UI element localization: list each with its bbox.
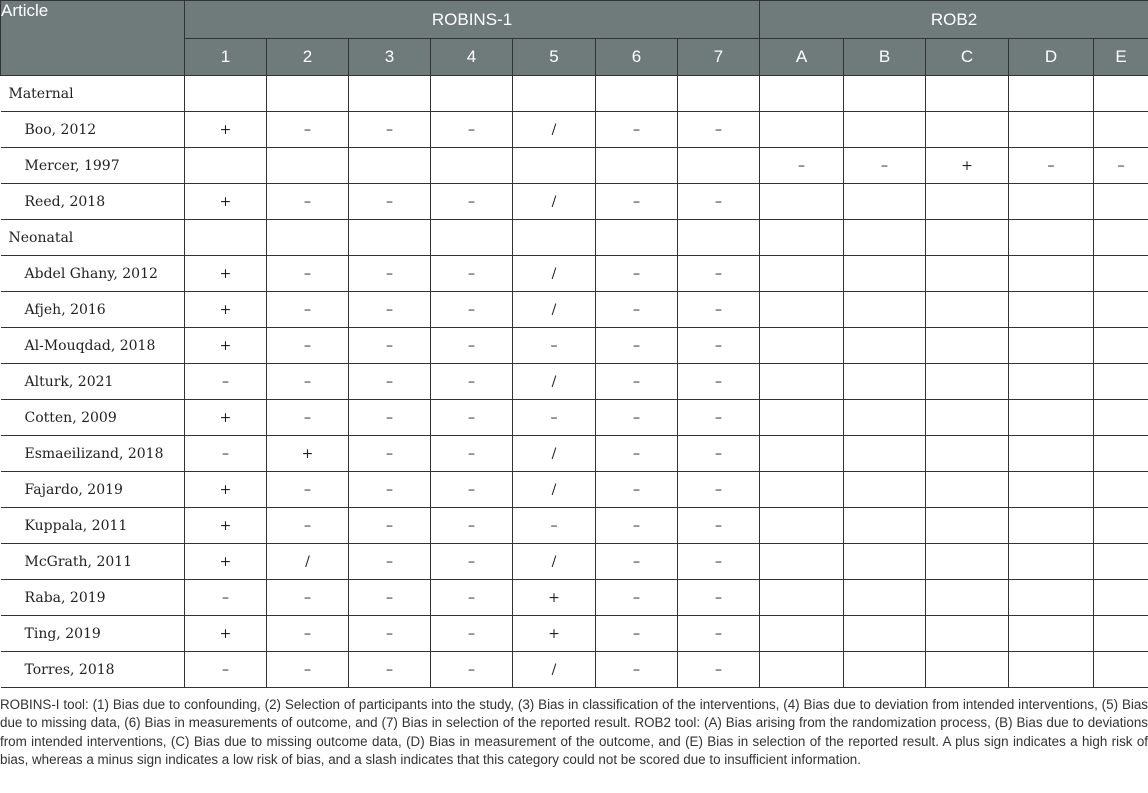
robins-cell: / — [513, 184, 596, 220]
robins-cell: – — [513, 508, 596, 544]
robins-cell: – — [596, 112, 678, 148]
rob2-cell — [926, 544, 1009, 580]
rob2-cell — [1009, 256, 1094, 292]
robins-cell: – — [431, 544, 513, 580]
table-row — [1, 364, 1148, 400]
robins-cell: + — [513, 616, 596, 652]
rob2-cell — [926, 616, 1009, 652]
rob2-cell — [926, 472, 1009, 508]
robins-cell: – — [678, 256, 760, 292]
robins-cell: + — [185, 616, 267, 652]
robins-cell: – — [349, 580, 431, 616]
robins-cell: – — [596, 364, 678, 400]
robins-cell: – — [431, 616, 513, 652]
rob2-cell — [760, 580, 844, 616]
robins-cell — [349, 148, 431, 184]
rob2-cell — [844, 256, 926, 292]
robins-cell: – — [678, 436, 760, 472]
robins-cell: – — [185, 652, 267, 688]
robins-cell: + — [185, 256, 267, 292]
rob2-cell — [1009, 616, 1094, 652]
rob2-cell: – — [844, 148, 926, 184]
rob2-cell — [926, 256, 1009, 292]
rob2-cell — [760, 508, 844, 544]
rob2-cell — [926, 112, 1009, 148]
robins-cell: – — [678, 580, 760, 616]
robins-cell: – — [185, 436, 267, 472]
rob2-cell — [1094, 400, 1148, 436]
robins-cell: – — [267, 508, 349, 544]
robins-cell: / — [513, 544, 596, 580]
robins-col-header: 2 — [267, 39, 349, 76]
rob2-cell — [1009, 220, 1094, 256]
rob2-cell — [760, 112, 844, 148]
robins-cell: / — [267, 544, 349, 580]
robins-cell: / — [513, 436, 596, 472]
table-row — [1, 148, 1148, 184]
rob2-cell — [1094, 220, 1148, 256]
rob2-cell — [1094, 472, 1148, 508]
article-label: McGrath, 2011 — [1, 544, 185, 580]
robins-cell: + — [185, 112, 267, 148]
article-label: Torres, 2018 — [1, 652, 185, 688]
robins-cell: – — [185, 364, 267, 400]
rob2-cell: – — [760, 148, 844, 184]
table-row — [1, 184, 1148, 220]
robins-cell: – — [267, 184, 349, 220]
rob2-cell — [926, 220, 1009, 256]
rob2-cell — [1009, 472, 1094, 508]
robins-cell: – — [431, 400, 513, 436]
article-column-header: Article — [1, 1, 185, 76]
rob2-cell — [760, 472, 844, 508]
rob2-cell — [1094, 292, 1148, 328]
rob2-cell — [844, 328, 926, 364]
rob2-col-header: A — [760, 39, 844, 76]
table-row — [1, 256, 1148, 292]
robins-cell: – — [513, 328, 596, 364]
rob2-cell — [926, 436, 1009, 472]
article-label: Esmaeilizand, 2018 — [1, 436, 185, 472]
robins-cell: – — [678, 544, 760, 580]
robins-cell — [596, 148, 678, 184]
robins-cell: – — [267, 112, 349, 148]
rob2-cell — [844, 112, 926, 148]
robins-cell: + — [267, 436, 349, 472]
robins-cell: + — [185, 508, 267, 544]
robins-cell: – — [349, 256, 431, 292]
table-row — [1, 112, 1148, 148]
rob2-cell — [1094, 364, 1148, 400]
robins-cell: + — [185, 400, 267, 436]
rob2-cell — [844, 580, 926, 616]
section-label: Neonatal — [1, 220, 185, 256]
rob2-cell — [760, 220, 844, 256]
table-body — [1, 76, 1148, 688]
rob2-cell — [844, 184, 926, 220]
robins-cell: / — [513, 292, 596, 328]
rob2-cell: – — [1009, 148, 1094, 184]
rob2-cell — [1094, 616, 1148, 652]
robins-cell: – — [267, 256, 349, 292]
rob2-cell — [1009, 364, 1094, 400]
robins-col-header: 6 — [596, 39, 678, 76]
article-label: Abdel Ghany, 2012 — [1, 256, 185, 292]
rob2-cell — [926, 652, 1009, 688]
robins-cell: – — [678, 508, 760, 544]
rob2-cell — [844, 472, 926, 508]
rob2-cell: + — [926, 148, 1009, 184]
robins-cell: – — [267, 292, 349, 328]
article-label: Mercer, 1997 — [1, 148, 185, 184]
robins-col-header: 1 — [185, 39, 267, 76]
rob2-cell — [1009, 652, 1094, 688]
robins-cell — [431, 220, 513, 256]
table-footnote: ROBINS-I tool: (1) Bias due to confounding, (2) Selection of participants into the study, (3) Bias in classification of the interventions, (4) Bias due to deviation from intended interventions, (5) Bias due to missing data, (6) Bias in measurements of outcome, and (7) Bias in selection of the reported result. ROB2 tool: (A) Bias arising from the randomization process, (B) Bias due to deviations from intended interventions, (C) Bias due to missing outcome data, (D) Bias in measurement of the outcome, and (E) Bias in selection of the reported result. A plus sign indicates a high risk of bias, whereas a minus sign indicates a low risk of bias, and a slash indicates that this category could not be scored due to insufficient information. — [0, 697, 1148, 768]
rob2-cell — [926, 328, 1009, 364]
table-row — [1, 616, 1148, 652]
table-row — [1, 472, 1148, 508]
robins-cell: – — [267, 472, 349, 508]
rob2-cell — [1009, 580, 1094, 616]
rob2-cell — [760, 256, 844, 292]
robins-cell: – — [596, 400, 678, 436]
robins-col-header: 5 — [513, 39, 596, 76]
rob2-cell — [844, 220, 926, 256]
robins-cell: / — [513, 652, 596, 688]
robins-cell — [185, 76, 267, 112]
robins-cell — [349, 220, 431, 256]
table-row — [1, 544, 1148, 580]
rob2-cell — [760, 76, 844, 112]
robins-cell — [431, 148, 513, 184]
article-label: Reed, 2018 — [1, 184, 185, 220]
table-row — [1, 436, 1148, 472]
rob2-cell — [760, 184, 844, 220]
robins-cell: + — [185, 544, 267, 580]
robins-cell: – — [349, 436, 431, 472]
rob2-cell — [844, 364, 926, 400]
rob2-cell — [844, 436, 926, 472]
robins-cell: – — [431, 256, 513, 292]
article-label: Fajardo, 2019 — [1, 472, 185, 508]
robins-cell: – — [431, 328, 513, 364]
table-header — [1, 1, 1148, 76]
table-row — [1, 400, 1148, 436]
robins-cell: – — [596, 616, 678, 652]
robins-cell: – — [431, 652, 513, 688]
robins-cell: / — [513, 472, 596, 508]
article-label: Afjeh, 2016 — [1, 292, 185, 328]
robins-cell: – — [596, 580, 678, 616]
robins-cell — [678, 220, 760, 256]
rob2-col-header: E — [1094, 39, 1148, 76]
rob2-cell — [1094, 256, 1148, 292]
rob2-group-header: ROB2 — [760, 1, 1148, 39]
rob2-cell — [844, 76, 926, 112]
robins-cell: – — [678, 364, 760, 400]
section-row — [1, 220, 1148, 256]
robins-cell: – — [267, 616, 349, 652]
robins-cell: – — [349, 112, 431, 148]
rob2-cell — [760, 400, 844, 436]
robins-cell: / — [513, 112, 596, 148]
robins-cell: + — [185, 472, 267, 508]
robins-cell: – — [349, 472, 431, 508]
rob2-cell — [1094, 184, 1148, 220]
robins-cell: – — [596, 652, 678, 688]
rob2-cell — [1009, 76, 1094, 112]
table-row — [1, 508, 1148, 544]
robins-cell: – — [678, 652, 760, 688]
robins-cell — [596, 76, 678, 112]
robins-cell: – — [678, 112, 760, 148]
rob2-cell — [926, 292, 1009, 328]
rob2-cell — [1094, 76, 1148, 112]
robins-cell: – — [678, 400, 760, 436]
robins-cell: – — [349, 616, 431, 652]
rob2-cell — [1009, 184, 1094, 220]
robins-col-header: 7 — [678, 39, 760, 76]
rob2-cell — [1094, 328, 1148, 364]
rob2-col-header: B — [844, 39, 926, 76]
robins-cell — [185, 220, 267, 256]
robins-cell — [431, 76, 513, 112]
robins-cell: + — [513, 580, 596, 616]
rob2-cell — [926, 184, 1009, 220]
robins-cell: / — [513, 256, 596, 292]
rob2-cell — [760, 364, 844, 400]
rob2-cell — [1094, 508, 1148, 544]
robins-cell: – — [596, 184, 678, 220]
robins-cell: – — [267, 652, 349, 688]
rob2-cell — [1094, 112, 1148, 148]
robins-col-header: 4 — [431, 39, 513, 76]
robins-cell: – — [185, 580, 267, 616]
robins-cell: – — [431, 292, 513, 328]
robins-cell: – — [267, 364, 349, 400]
rob2-cell — [844, 544, 926, 580]
robins-cell — [267, 220, 349, 256]
robins-cell: – — [678, 292, 760, 328]
rob2-col-header: C — [926, 39, 1009, 76]
robins-cell: – — [596, 508, 678, 544]
robins-cell: – — [349, 364, 431, 400]
table-row — [1, 652, 1148, 688]
robins-cell: – — [431, 184, 513, 220]
rob2-cell — [1009, 436, 1094, 472]
robins-cell: – — [596, 328, 678, 364]
robins-cell: + — [185, 292, 267, 328]
robins-cell: – — [267, 580, 349, 616]
robins-cell: – — [431, 472, 513, 508]
robins-cell — [513, 76, 596, 112]
section-row — [1, 76, 1148, 112]
robins-cell — [678, 76, 760, 112]
rob2-cell — [844, 292, 926, 328]
article-label: Kuppala, 2011 — [1, 508, 185, 544]
robins-cell — [513, 220, 596, 256]
article-label: Ting, 2019 — [1, 616, 185, 652]
robins-cell: – — [349, 544, 431, 580]
robins-cell: – — [431, 580, 513, 616]
article-label: Cotten, 2009 — [1, 400, 185, 436]
rob2-cell — [1094, 652, 1148, 688]
robins-cell — [678, 148, 760, 184]
rob2-cell — [1009, 508, 1094, 544]
article-label: Alturk, 2021 — [1, 364, 185, 400]
robins-cell: – — [349, 184, 431, 220]
robins-cell: – — [596, 436, 678, 472]
robins-cell: – — [267, 328, 349, 364]
rob2-cell — [1094, 580, 1148, 616]
rob2-cell — [844, 400, 926, 436]
robins-cell: – — [349, 400, 431, 436]
rob2-cell — [760, 616, 844, 652]
section-label: Maternal — [1, 76, 185, 112]
rob2-cell — [760, 652, 844, 688]
rob2-cell — [1009, 400, 1094, 436]
robins-cell: – — [431, 364, 513, 400]
rob2-cell — [844, 616, 926, 652]
rob2-cell — [926, 508, 1009, 544]
rob2-cell — [760, 292, 844, 328]
article-label: Raba, 2019 — [1, 580, 185, 616]
robins-cell — [349, 76, 431, 112]
robins-cell: – — [431, 508, 513, 544]
rob2-cell — [844, 508, 926, 544]
robins-cell: – — [431, 112, 513, 148]
robins-cell: – — [349, 328, 431, 364]
robins-cell: – — [349, 292, 431, 328]
robins-cell: – — [349, 652, 431, 688]
rob2-cell — [1094, 436, 1148, 472]
robins-cell — [513, 148, 596, 184]
robins-cell: – — [678, 184, 760, 220]
robins-group-header: ROBINS-1 — [185, 1, 760, 39]
rob2-cell — [1009, 112, 1094, 148]
robins-cell: + — [185, 184, 267, 220]
robins-cell — [267, 148, 349, 184]
rob2-cell — [844, 652, 926, 688]
rob2-cell — [760, 544, 844, 580]
robins-cell: – — [678, 472, 760, 508]
robins-col-header: 3 — [349, 39, 431, 76]
table-row — [1, 328, 1148, 364]
table-row — [1, 292, 1148, 328]
rob2-cell: – — [1094, 148, 1148, 184]
robins-cell: – — [596, 292, 678, 328]
table-row — [1, 580, 1148, 616]
rob2-cell — [1094, 544, 1148, 580]
article-label: Al-Mouqdad, 2018 — [1, 328, 185, 364]
robins-cell: – — [596, 544, 678, 580]
rob2-cell — [926, 580, 1009, 616]
rob2-cell — [926, 76, 1009, 112]
robins-cell: – — [596, 256, 678, 292]
robins-cell — [267, 76, 349, 112]
rob2-cell — [760, 328, 844, 364]
rob2-col-header: D — [1009, 39, 1094, 76]
rob2-cell — [1009, 292, 1094, 328]
robins-cell: – — [431, 436, 513, 472]
rob2-cell — [1009, 544, 1094, 580]
robins-cell: + — [185, 328, 267, 364]
rob2-cell — [760, 436, 844, 472]
robins-cell: – — [513, 400, 596, 436]
robins-cell: – — [678, 616, 760, 652]
rob2-cell — [1009, 328, 1094, 364]
robins-cell — [596, 220, 678, 256]
robins-cell: – — [267, 400, 349, 436]
robins-cell: – — [349, 508, 431, 544]
article-label: Boo, 2012 — [1, 112, 185, 148]
rob2-cell — [926, 364, 1009, 400]
robins-cell — [185, 148, 267, 184]
rob2-cell — [926, 400, 1009, 436]
robins-cell: – — [596, 472, 678, 508]
robins-cell: / — [513, 364, 596, 400]
robins-cell: – — [678, 328, 760, 364]
